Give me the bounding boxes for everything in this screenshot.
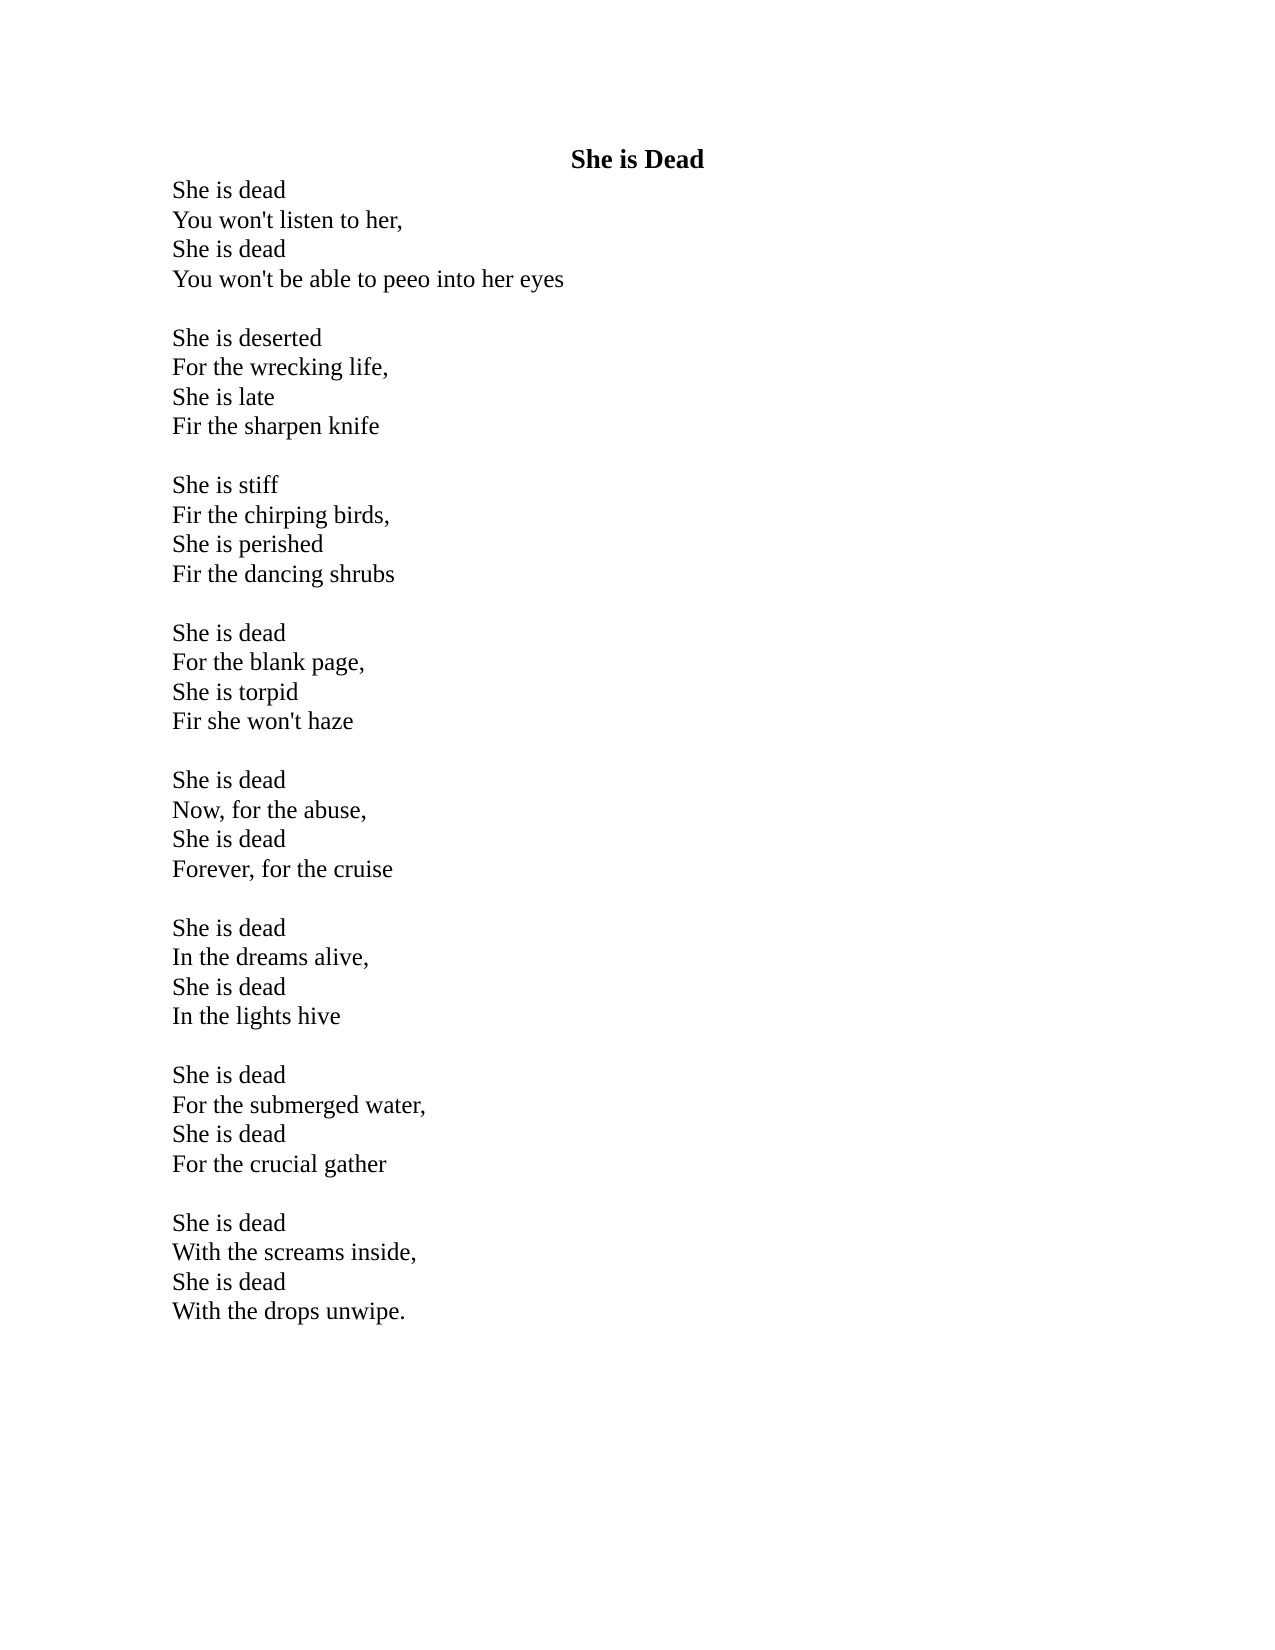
poem-line: With the drops unwipe. xyxy=(172,1298,406,1325)
poem-line: You won't be able to peeo into her eyes xyxy=(172,265,565,293)
poem-line: She is dead xyxy=(172,1209,286,1237)
poem-line: She is dead xyxy=(172,619,286,647)
poem-line: She is torpid xyxy=(172,678,299,706)
poem-line: For the crucial gather xyxy=(172,1150,387,1178)
poem-line: She is late xyxy=(172,383,275,411)
poem-line: She is dead xyxy=(172,1268,286,1296)
stanza xyxy=(172,619,1103,737)
poem-line: In the lights hive xyxy=(172,1003,341,1030)
poem-line: She is stiff xyxy=(172,472,279,499)
poem-line: She is dead xyxy=(172,1062,286,1089)
stanza xyxy=(172,176,1103,294)
stanza xyxy=(172,1209,1103,1327)
poem-line: She is dead xyxy=(172,767,286,794)
stanza xyxy=(172,914,1103,1032)
poem-line: Forever, for the cruise xyxy=(172,855,394,883)
poem-line: For the wrecking life, xyxy=(172,354,389,381)
poem-line: She is perished xyxy=(172,531,324,558)
poem-line: She is dead xyxy=(172,826,286,853)
poem-line: Fir the dancing shrubs xyxy=(172,560,395,588)
poem-line: For the blank page, xyxy=(172,649,366,676)
stanza xyxy=(172,471,1103,589)
poem-line: For the submerged water, xyxy=(172,1091,427,1119)
poem-line: Fir the sharpen knife xyxy=(172,413,380,440)
poem-body xyxy=(172,176,1103,1327)
poem-line: Fir she won't haze xyxy=(172,708,354,735)
poem-line: She is dead xyxy=(172,1121,286,1148)
poem-line: She is dead xyxy=(172,914,286,942)
stanza xyxy=(172,1061,1103,1179)
poem-line: She is dead xyxy=(172,236,286,263)
stanza xyxy=(172,324,1103,442)
poem-line: Fir the chirping birds, xyxy=(172,501,391,529)
poem-line: With the screams inside, xyxy=(172,1239,417,1266)
poem-line: She is deserted xyxy=(172,324,322,352)
poem-line: She is dead xyxy=(172,973,286,1001)
stanza xyxy=(172,766,1103,884)
poem-line: Now, for the abuse, xyxy=(172,796,367,824)
poem-line: You won't listen to her, xyxy=(172,206,403,234)
poem-line: She is dead xyxy=(172,177,286,204)
poem-title: She is Dead xyxy=(570,144,705,174)
poem-line: In the dreams alive, xyxy=(172,944,370,971)
